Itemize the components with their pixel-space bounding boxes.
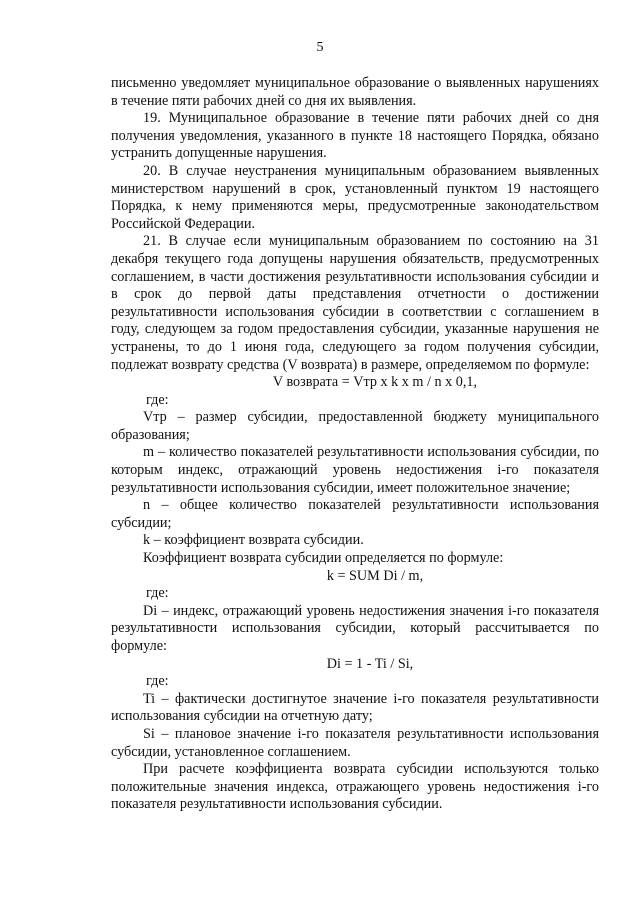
paragraph-continuation: письменно уведомляет муниципальное образование о выявленных нарушениях в течение пяти рабочих дней со дня их выявления. xyxy=(111,75,599,109)
formula-k: k = SUM Di / m, xyxy=(326,567,424,584)
definition-m: m – количество показателей результативности использования субсидии, по которым индекс, отражающий уровень недостижения i-го показателя результативности использования субсидии, имеет положительное значение; xyxy=(111,444,599,496)
definition-n: n – общее количество показателей результативности использования субсидии; xyxy=(111,497,599,531)
paragraph-21: 21. В случае если муниципальным образованием по состоянию на 31 декабря текущего года допущены нарушения обязательств, предусмотренных соглашением, в части достижения результативности использования субсидии и в срок до первой даты представления отчетности о достижении результативности использования субсидии в соответствии с соглашением в году, следующем за годом предоставления субсидии, указанные нарушения не устранены, то до 1 июня года, следующего за годом получения субсидии, подлежат возврату средства (V возврата) в размере, определяемом по формуле: xyxy=(111,233,599,373)
paragraph-19: 19. Муниципальное образование в течение пяти рабочих дней со дня получения уведомления, указанного в пункте 18 настоящего Порядка, обязано устранить допущенные нарушения. xyxy=(111,110,599,162)
definition-vtr: Vтр – размер субсидии, предоставленной бюджету муниципального образования; xyxy=(111,409,599,443)
formula-di: Di = 1 - Ti / Si, xyxy=(326,655,414,672)
where-label-1: где: xyxy=(146,391,169,408)
closing-paragraph: При расчете коэффициента возврата субсидии используются только положительные значения индекса, отражающего уровень недостижения i-го показателя результативности использования субсидии. xyxy=(111,761,599,813)
definition-si: Si – плановое значение i-го показателя результативности использования субсидии, установленное соглашением. xyxy=(111,725,599,760)
definition-di: Di – индекс, отражающий уровень недостижения значения i-го показателя результативности использования субсидии, который рассчитывается по формуле: xyxy=(111,602,599,654)
where-label-3: где: xyxy=(146,673,169,690)
paragraph-20: 20. В случае неустранения муниципальным образованием выявленных министерством нарушений в срок, установленный пунктом 19 настоящего Порядка, к нему применяются меры, предусмотренные законодательством Российской Федерации. xyxy=(111,162,599,232)
definition-ti: Ti – фактически достигнутое значение i-го показателя результативности использования субсидии на отчетную дату; xyxy=(111,690,599,725)
page-number: 5 xyxy=(316,40,324,55)
where-label-2: где: xyxy=(146,585,169,602)
k-formula-intro: Коэффициент возврата субсидии определяется по формуле: xyxy=(143,550,504,567)
document-body xyxy=(111,75,599,814)
definition-k: k – коэффициент возврата субсидии. xyxy=(143,532,364,549)
formula-v-return: V возврата = Vтр x k x m / n x 0,1, xyxy=(272,374,478,391)
